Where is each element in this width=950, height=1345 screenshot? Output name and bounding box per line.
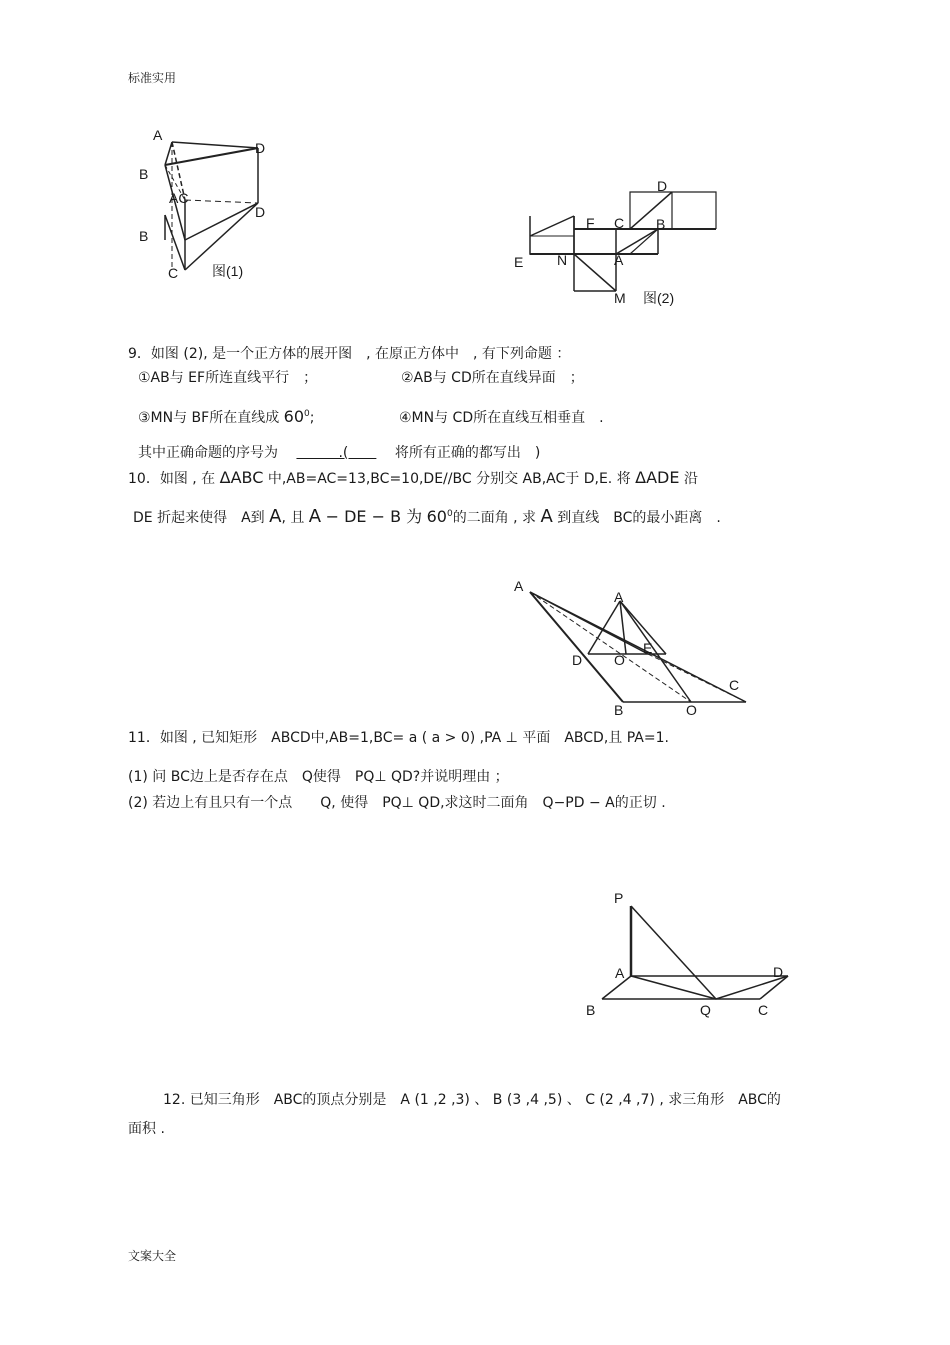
fig1-label-ac: AC xyxy=(169,190,189,206)
figure-1-prism xyxy=(130,120,290,290)
q10-text-a: 10．如图 , 在 xyxy=(128,471,216,487)
q9-option-4: ④MN与 CD所在直线互相垂直 . xyxy=(399,410,604,426)
fig1-label-d2: D xyxy=(255,204,266,220)
q10-fig-label-o-mid: O xyxy=(614,652,625,668)
q10-fig-label-o-bot: O xyxy=(686,702,697,718)
fig2-label-e: E xyxy=(514,254,524,270)
q12-line-1: 12. 已知三角形 ABC的顶点分别是 A (1 ,2 ,3) 、 B (3 ,4 ,5) 、 C (2 ,4 ,7) , 求三角形 ABC的 xyxy=(163,1092,781,1108)
fig2-label-f: F xyxy=(586,215,595,231)
figure-q10-folded-triangle xyxy=(508,574,758,724)
q11-line-1: 11．如图 , 已知矩形 ABCD中,AB=1,BC= a ( a > 0) ,PA ⊥ 平面 ABCD,且 PA=1. xyxy=(128,730,669,746)
q9-option-3-value: $60^0$ xyxy=(283,407,310,426)
q9-stem: 9．如图 (2), 是一个正方体的展开图 , 在原正方体中 , 有下列命题 ： xyxy=(128,346,571,362)
q10-text-e: , 且 xyxy=(281,510,305,526)
q10-fig-label-d: D xyxy=(572,652,583,668)
q10-text-c: 沿 xyxy=(683,471,698,487)
q10-text-b: 中,AB=AC=13,BC=10,DE//BC 分别交 AB,AC于 D,E. 将 xyxy=(267,471,631,487)
q9-option-3-end: ; xyxy=(309,410,315,426)
q9-answer-note: 将所有正确的都写出 ) xyxy=(394,445,541,461)
q10-triangle-abc: ΔABC xyxy=(219,468,264,487)
q10-fig-label-b: B xyxy=(614,702,624,718)
q11-part-2: (2) 若边上有且只有一个点 Q, 使得 PQ⊥ QD,求这时二面角 Q−PD − A的正切 . xyxy=(128,795,666,811)
page-header: 标准实用 xyxy=(128,71,177,85)
fig1-label-d1: D xyxy=(255,140,266,156)
q10-a1-2: A xyxy=(308,506,322,527)
q10-line-1 xyxy=(128,470,698,486)
q11-part-1: (1) 问 BC边上是否存在点 Q使得 PQ⊥ QD?并说明理由 ； xyxy=(128,769,509,785)
q9-option-1: ①AB与 EF所连直线平行 ； xyxy=(138,370,318,386)
q10-fig-label-c: C xyxy=(729,677,740,693)
q11-fig-label-c: C xyxy=(758,1002,769,1018)
fig2-caption: 图(2) xyxy=(643,290,675,306)
figure-q11-pyramid xyxy=(580,884,800,1024)
q11-fig-label-a: A xyxy=(615,965,625,981)
q11-fig-label-p: P xyxy=(614,890,624,906)
fig2-label-b: B xyxy=(656,216,666,232)
q10-line-2 xyxy=(133,508,721,526)
q10-fig-label-a-far: A xyxy=(514,578,524,594)
q9-option-3 xyxy=(138,409,314,425)
fig2-label-c: C xyxy=(614,215,625,231)
fig2-label-m: M xyxy=(614,290,626,306)
page-footer: 文案大全 xyxy=(128,1249,177,1263)
q10-a1-3: A xyxy=(540,506,553,527)
q10-text-f: − DE − B 为 xyxy=(325,507,423,526)
q9-answer-blank[interactable]: .( xyxy=(296,445,377,461)
fig1-label-b1: B xyxy=(139,166,149,182)
q11-fig-label-b: B xyxy=(586,1002,596,1018)
fig1-caption: 图(1) xyxy=(212,263,244,279)
q10-text-h: 到直线 BC的最小距离 . xyxy=(557,510,721,526)
q9-answer-line xyxy=(138,446,540,460)
q10-text-g: 的二面角 , 求 xyxy=(452,510,537,526)
q10-a1-1: A xyxy=(269,506,282,527)
fig2-label-n: N xyxy=(557,252,568,268)
q10-fig-label-a-top: A xyxy=(614,589,624,605)
q10-angle-value: $60^0$ xyxy=(426,507,453,526)
q11-fig-label-q: Q xyxy=(700,1002,711,1018)
q10-fig-label-e: E xyxy=(643,640,653,656)
fig1-label-a: A xyxy=(153,127,163,143)
fig1-label-b2: B xyxy=(139,228,149,244)
figure-2-cube-net xyxy=(510,176,730,311)
q9-option-3-text: ③MN与 BF所在直线成 xyxy=(138,410,280,426)
q10-text-d: DE 折起来使得 A到 xyxy=(133,510,265,526)
q12-line-2: 面积 . xyxy=(128,1121,165,1137)
fig2-label-a: A xyxy=(614,252,624,268)
q9-option-2: ②AB与 CD所在直线异面 ； xyxy=(401,370,584,386)
fig2-label-d: D xyxy=(657,178,668,194)
q10-triangle-ade: ΔADE xyxy=(635,468,680,487)
q9-answer-prompt: 其中正确命题的序号为 xyxy=(138,445,278,461)
q11-fig-label-d: D xyxy=(773,964,784,980)
fig1-label-c: C xyxy=(168,265,179,281)
